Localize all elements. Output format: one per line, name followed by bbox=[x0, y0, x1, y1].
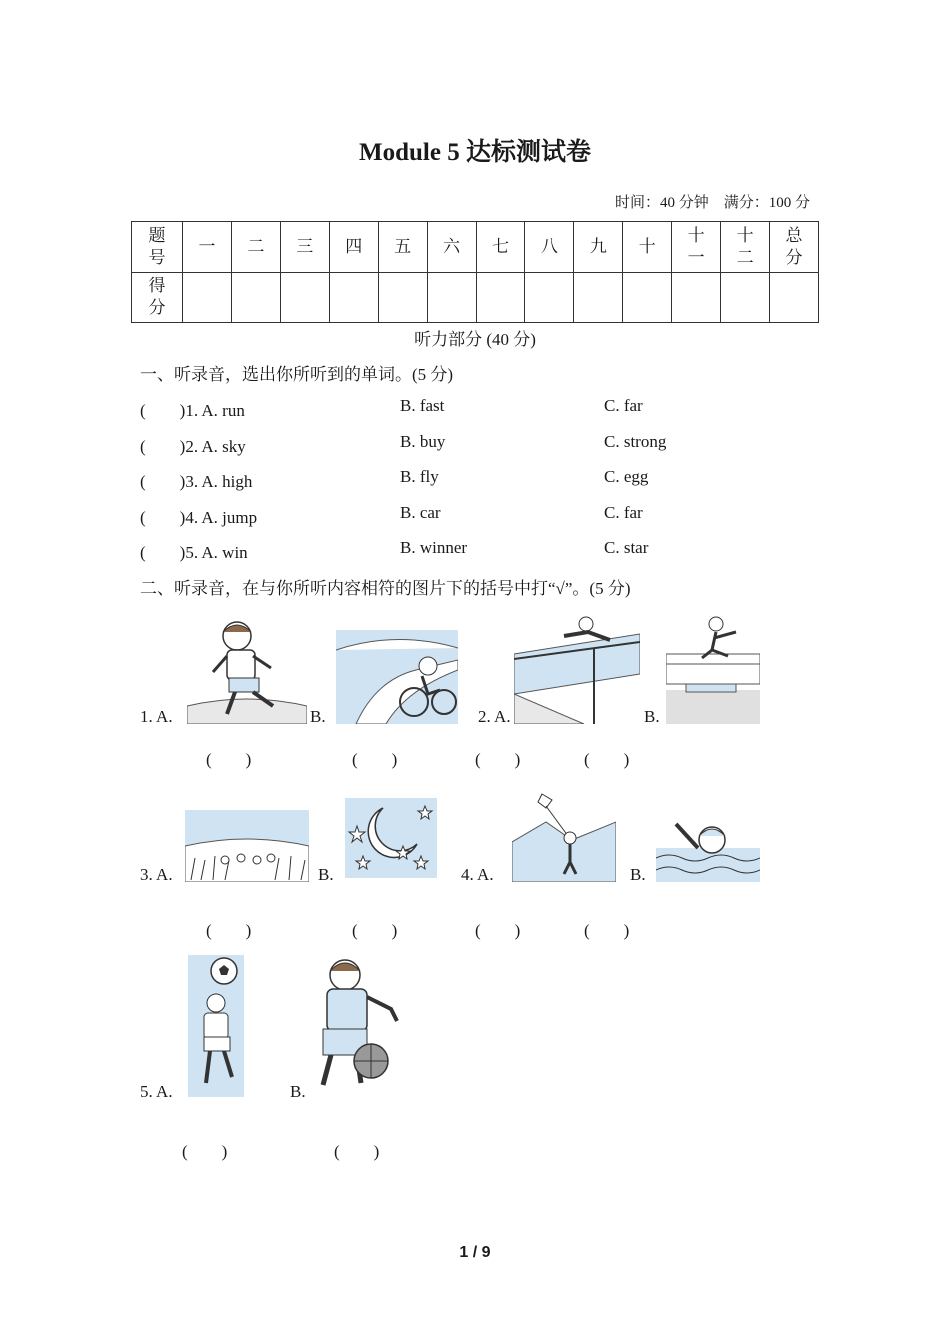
option-b: B. fast bbox=[400, 396, 445, 415]
section1-title: 一、听录音，选出你所听到的单词。(5 分) bbox=[140, 365, 454, 384]
option-b: B. fly bbox=[400, 467, 439, 486]
option-b: B. winner bbox=[400, 538, 468, 557]
score-input-cell[interactable] bbox=[721, 272, 770, 323]
pic-label-1a: 1. A. bbox=[140, 707, 173, 726]
running-boy-picture bbox=[187, 614, 307, 724]
swimming-picture bbox=[656, 814, 760, 882]
score-cell: 三 bbox=[280, 222, 329, 273]
score-input-cell[interactable] bbox=[623, 272, 672, 323]
score-cell: 六 bbox=[427, 222, 476, 273]
page-number: 1 / 9 bbox=[459, 1244, 491, 1261]
option-b: B. car bbox=[400, 503, 441, 522]
score-input-cell[interactable] bbox=[378, 272, 427, 323]
football-picture bbox=[188, 955, 244, 1097]
score-cell: 四 bbox=[329, 222, 378, 273]
pic-label-5b: B. bbox=[290, 1082, 306, 1101]
answer-paren[interactable]: ( ) bbox=[334, 1142, 380, 1161]
answer-paren[interactable]: ( ) bbox=[584, 750, 630, 769]
option-c: C. strong bbox=[604, 432, 667, 451]
pic-label-4b: B. bbox=[630, 865, 646, 884]
score-table-score-row bbox=[132, 272, 819, 323]
moon-stars-picture bbox=[345, 798, 437, 878]
score-cell: 九 bbox=[574, 222, 623, 273]
grassland-picture bbox=[185, 810, 309, 882]
score-input-cell[interactable] bbox=[574, 272, 623, 323]
answer-paren[interactable]: ( ) bbox=[182, 1142, 228, 1161]
pic-label-2b: B. bbox=[644, 707, 660, 726]
girl-cycling-picture bbox=[336, 630, 458, 724]
score-input-cell[interactable] bbox=[280, 272, 329, 323]
score-table-header-row bbox=[132, 222, 819, 273]
answer-paren[interactable]: ( ) bbox=[475, 921, 521, 940]
score-input-cell[interactable] bbox=[525, 272, 574, 323]
section2-title: 二、听录音，在与你所听内容相符的图片下的括号中打“√”。(5 分) bbox=[140, 579, 631, 598]
option-c: C. star bbox=[604, 538, 649, 557]
question-4: ( )4. A. jump bbox=[140, 508, 258, 527]
question-2: ( )2. A. sky bbox=[140, 437, 246, 456]
answer-paren[interactable]: ( ) bbox=[352, 750, 398, 769]
score-cell: 十 一 bbox=[672, 222, 721, 273]
score-input-cell[interactable] bbox=[770, 272, 819, 323]
score-input-cell[interactable] bbox=[231, 272, 280, 323]
pic-label-3a: 3. A. bbox=[140, 865, 173, 884]
exam-meta: 时间：40 分钟 满分：100 分 bbox=[614, 195, 810, 211]
option-c: C. far bbox=[604, 396, 643, 415]
score-cell: 一 bbox=[183, 222, 232, 273]
score-cell: 二 bbox=[231, 222, 280, 273]
score-input-cell[interactable] bbox=[476, 272, 525, 323]
score-cell: 五 bbox=[378, 222, 427, 273]
pic-label-3b: B. bbox=[318, 865, 334, 884]
long-jump-picture bbox=[666, 614, 760, 724]
score-table bbox=[131, 221, 819, 323]
option-c: C. far bbox=[604, 503, 643, 522]
score-input-cell[interactable] bbox=[427, 272, 476, 323]
score-cell: 总 分 bbox=[770, 222, 819, 273]
score-input-cell[interactable] bbox=[329, 272, 378, 323]
answer-paren[interactable]: ( ) bbox=[352, 921, 398, 940]
question-3: ( )3. A. high bbox=[140, 472, 253, 491]
listening-header: 听力部分 (40 分) bbox=[414, 330, 536, 349]
pic-label-2a: 2. A. bbox=[478, 707, 511, 726]
question-1: ( )1. A. run bbox=[140, 401, 245, 420]
answer-paren[interactable]: ( ) bbox=[584, 921, 630, 940]
answer-paren[interactable]: ( ) bbox=[475, 750, 521, 769]
answer-paren[interactable]: ( ) bbox=[206, 921, 252, 940]
score-input-cell[interactable] bbox=[672, 272, 721, 323]
score-cell: 得 分 bbox=[132, 272, 183, 323]
pic-label-1b: B. bbox=[310, 707, 326, 726]
score-cell: 八 bbox=[525, 222, 574, 273]
high-jump-picture bbox=[514, 614, 640, 724]
page-title: Module 5 达标测试卷 bbox=[359, 139, 591, 166]
score-cell: 十 bbox=[623, 222, 672, 273]
pic-label-4a: 4. A. bbox=[461, 865, 494, 884]
option-c: C. egg bbox=[604, 467, 649, 486]
score-cell: 十 二 bbox=[721, 222, 770, 273]
score-cell: 题 号 bbox=[132, 222, 183, 273]
pic-label-5a: 5. A. bbox=[140, 1082, 173, 1101]
basketball-picture bbox=[313, 955, 403, 1097]
score-input-cell[interactable] bbox=[183, 272, 232, 323]
score-cell: 七 bbox=[476, 222, 525, 273]
answer-paren[interactable]: ( ) bbox=[206, 750, 252, 769]
question-5: ( )5. A. win bbox=[140, 543, 248, 562]
kite-flying-picture bbox=[512, 792, 616, 882]
option-b: B. buy bbox=[400, 432, 446, 451]
